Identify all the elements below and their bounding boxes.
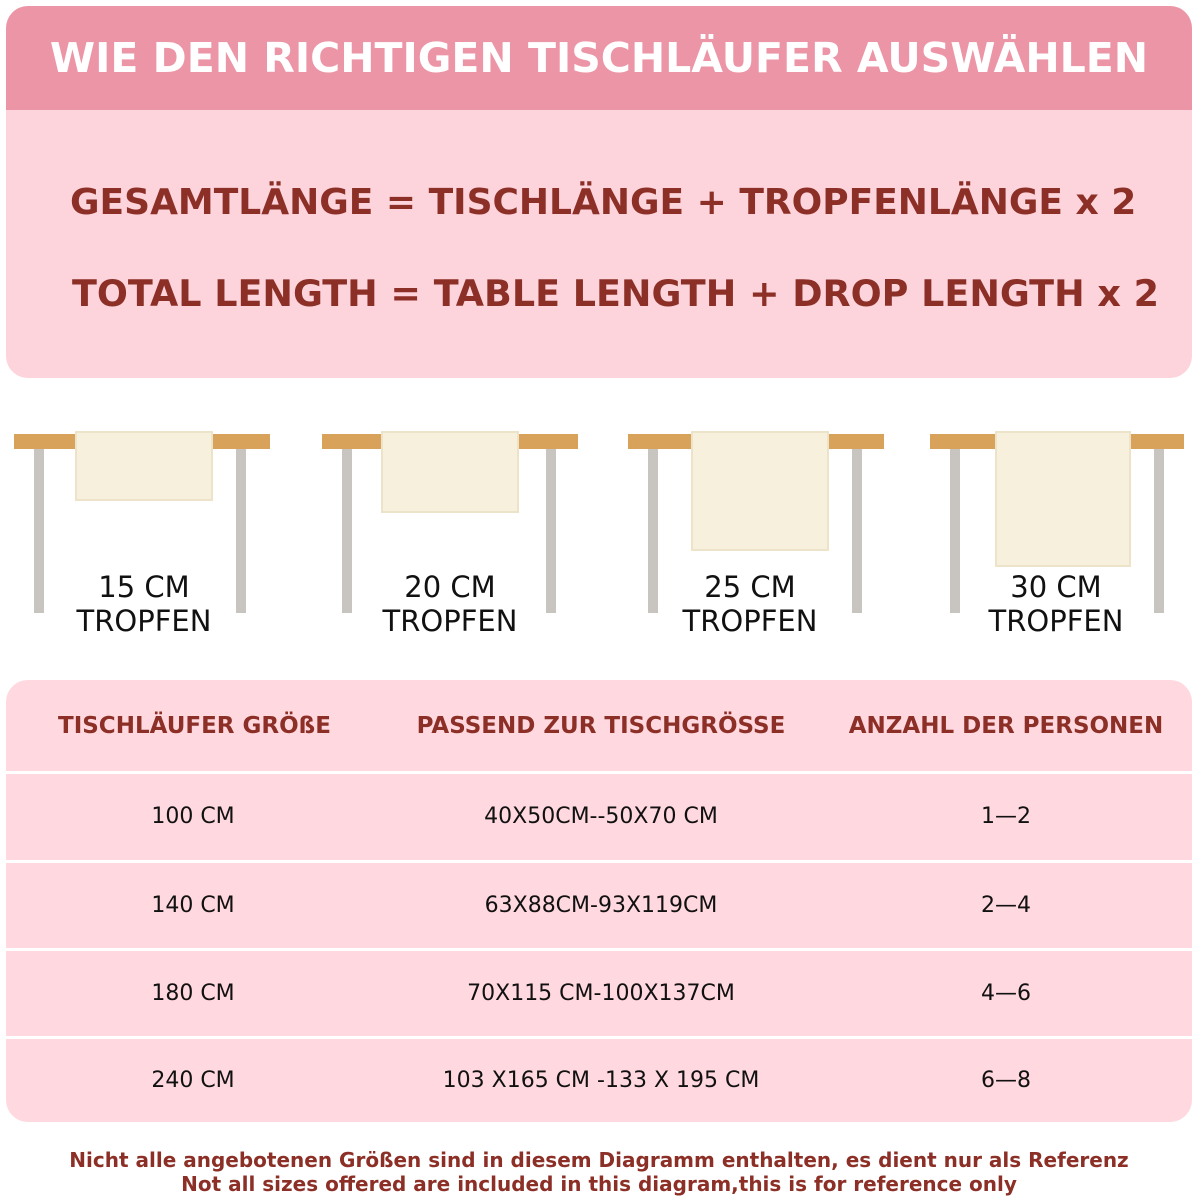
drop-label (350, 570, 550, 638)
table-row (6, 863, 1192, 947)
reference-note-english: Not all sizes offered are included in this diagram,this is for reference only (181, 1172, 1017, 1196)
drop-word: TROPFEN (988, 604, 1124, 638)
table-row (6, 1039, 1192, 1122)
header-table-size: PASSEND ZUR TISCHGRÖSSE (416, 713, 786, 739)
formula-panel (6, 110, 1192, 378)
cell-runner-size: 140 CM (151, 892, 235, 918)
reference-note-german: Nicht alle angebotenen Größen sind in diesem Diagramm enthalten, es dient nur als Referenz (69, 1148, 1129, 1172)
formula-german: GESAMTLÄNGE = TISCHLÄNGE + TROPFENLÄNGE x 2 (70, 182, 1137, 223)
drop-size: 15 CM (98, 570, 190, 604)
cell-runner-size: 240 CM (151, 1068, 235, 1093)
drop-size: 30 CM (1010, 570, 1102, 604)
drop-illustration-30 (928, 428, 1198, 648)
drop-illustration-20 (320, 428, 590, 648)
drop-illustration-25 (626, 428, 896, 648)
table-row (6, 774, 1192, 858)
cell-persons: 4—6 (981, 980, 1031, 1006)
cell-table-size: 40X50CM--50X70 CM (484, 803, 718, 829)
drop-word: TROPFEN (682, 604, 818, 638)
drop-size: 25 CM (704, 570, 796, 604)
cell-runner-size: 180 CM (151, 980, 235, 1006)
cell-runner-size: 100 CM (151, 803, 235, 829)
cell-table-size: 70X115 CM-100X137CM (467, 980, 735, 1006)
formula-english: TOTAL LENGTH = TABLE LENGTH + DROP LENGTH x 2 (72, 272, 1159, 315)
cell-table-size: 103 X165 CM -133 X 195 CM (442, 1068, 760, 1093)
header-persons: ANZAHL DER PERSONEN (848, 713, 1164, 739)
size-table (6, 680, 1192, 1122)
drop-word: TROPFEN (382, 604, 518, 638)
header-banner (6, 6, 1192, 110)
drop-illustration-15 (14, 428, 284, 648)
drop-label (650, 570, 850, 638)
cell-persons: 2—4 (981, 892, 1031, 918)
page-title: WIE DEN RICHTIGEN TISCHLÄUFER AUSWÄHLEN (49, 34, 1149, 82)
cell-persons: 1—2 (981, 803, 1031, 829)
drop-label (956, 570, 1156, 638)
reference-note (0, 1148, 1198, 1196)
drop-word: TROPFEN (76, 604, 212, 638)
table-header-row (6, 680, 1192, 772)
header-runner-size: TISCHLÄUFER GRÖßE (58, 713, 331, 739)
drop-label (44, 570, 244, 638)
cell-persons: 6—8 (981, 1068, 1031, 1093)
drop-size: 20 CM (404, 570, 496, 604)
cell-table-size: 63X88CM-93X119CM (484, 892, 718, 918)
table-row (6, 951, 1192, 1035)
